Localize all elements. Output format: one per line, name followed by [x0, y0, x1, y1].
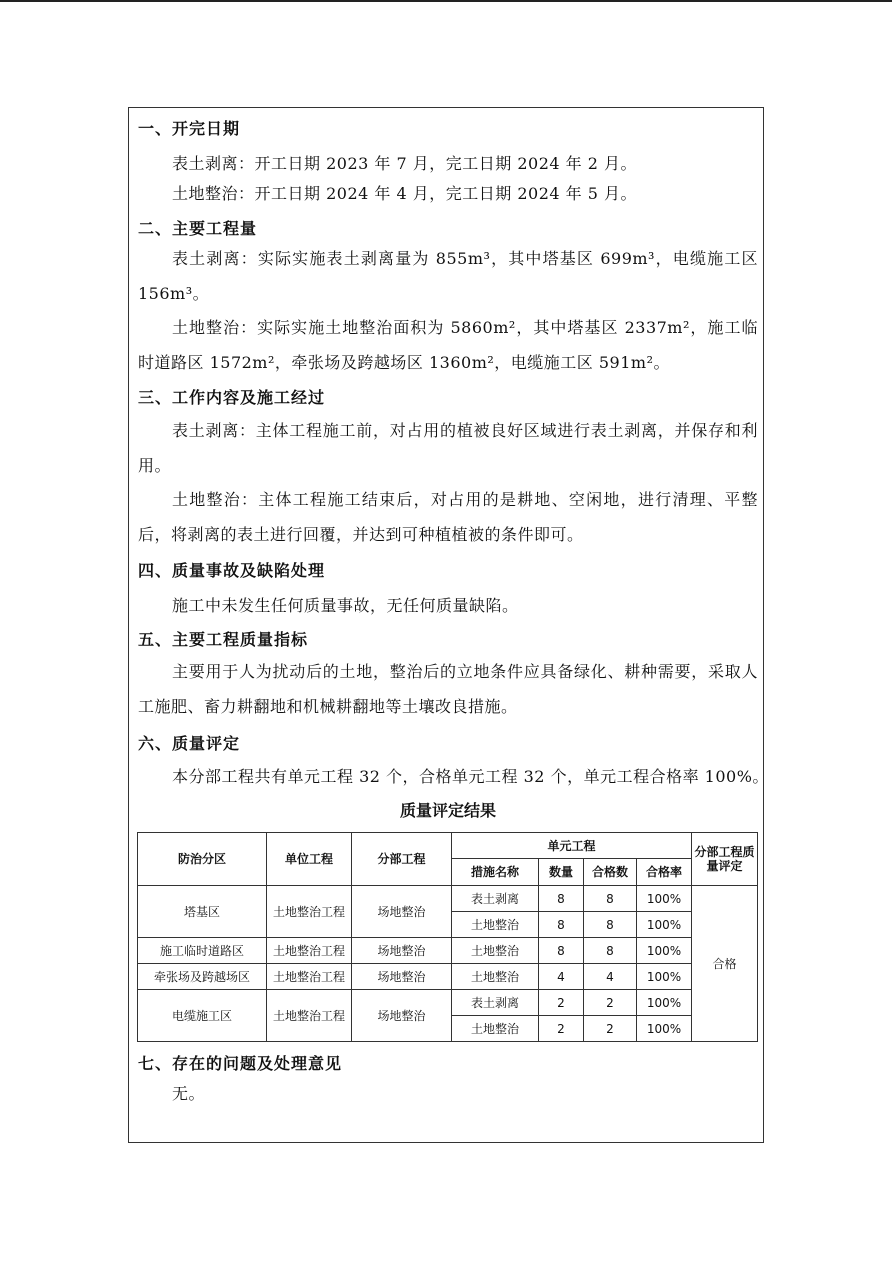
pass-cell: 8	[584, 938, 637, 964]
section-7-line-1: 无。	[172, 1084, 206, 1103]
header-zone: 防治分区	[138, 833, 267, 886]
count-cell: 8	[539, 938, 584, 964]
pass-cell: 4	[584, 964, 637, 990]
section-6-line-1: 本分部工程共有单元工程 32 个，合格单元工程 32 个，单元工程合格率 100%。	[172, 767, 769, 786]
header-measure: 措施名称	[452, 859, 539, 886]
unit-cell: 土地整治工程	[267, 990, 352, 1042]
pass-cell: 2	[584, 990, 637, 1016]
measure-cell: 土地整治	[452, 938, 539, 964]
section-3-heading: 三、工作内容及施工经过	[138, 388, 326, 407]
section-6-heading: 六、质量评定	[138, 734, 241, 753]
quality-result-table	[137, 832, 758, 1042]
section-5-heading: 五、主要工程质量指标	[138, 630, 309, 649]
rate-cell: 100%	[637, 990, 692, 1016]
section-2-body	[138, 242, 758, 380]
table-row	[138, 886, 758, 912]
section-5-para-1: 主要用于人为扰动后的土地，整治后的立地条件应具备绿化、耕种需要，采取人工施肥、畜力耕翻地和机械耕翻地等土壤改良措施。	[138, 662, 758, 716]
rate-cell: 100%	[637, 1016, 692, 1042]
section-3-para-1: 表土剥离：主体工程施工前，对占用的植被良好区域进行表土剥离，并保存和利用。	[138, 421, 758, 475]
section-2-para-1: 表土剥离：实际实施表土剥离量为 855m³，其中塔基区 699m³，电缆施工区 156m³。	[138, 249, 758, 303]
part-cell: 场地整治	[352, 938, 452, 964]
evaluation-cell: 合格	[692, 886, 758, 1042]
unit-cell: 土地整治工程	[267, 886, 352, 938]
zone-cell: 施工临时道路区	[138, 938, 267, 964]
table-row	[138, 990, 758, 1016]
section-4-heading: 四、质量事故及缺陷处理	[138, 561, 326, 580]
count-cell: 2	[539, 1016, 584, 1042]
measure-cell: 土地整治	[452, 912, 539, 938]
zone-cell: 牵张场及跨越场区	[138, 964, 267, 990]
section-3-para-2: 土地整治：主体工程施工结束后，对占用的是耕地、空闲地，进行清理、平整后，将剥离的表土进行回覆，并达到可种植植被的条件即可。	[138, 490, 758, 544]
zone-cell: 电缆施工区	[138, 990, 267, 1042]
rate-cell: 100%	[637, 912, 692, 938]
part-cell: 场地整治	[352, 990, 452, 1042]
section-2-heading: 二、主要工程量	[138, 219, 258, 238]
count-cell: 8	[539, 886, 584, 912]
section-2-para-2: 土地整治：实际实施土地整治面积为 5860m²，其中塔基区 2337m²，施工临时道路区 1572m²，牵张场及跨越场区 1360m²，电缆施工区 591m²。	[138, 318, 758, 372]
measure-cell: 表土剥离	[452, 990, 539, 1016]
table-row	[138, 964, 758, 990]
header-unit-works-group: 单元工程	[452, 833, 692, 859]
table-caption: 质量评定结果	[399, 801, 496, 820]
measure-cell: 土地整治	[452, 964, 539, 990]
rate-cell: 100%	[637, 964, 692, 990]
part-cell: 场地整治	[352, 886, 452, 938]
zone-cell: 塔基区	[138, 886, 267, 938]
section-7-heading: 七、存在的问题及处理意见	[138, 1054, 343, 1073]
rate-cell: 100%	[637, 886, 692, 912]
header-part: 分部工程	[352, 833, 452, 886]
header-rate: 合格率	[637, 859, 692, 886]
unit-cell: 土地整治工程	[267, 938, 352, 964]
unit-cell: 土地整治工程	[267, 964, 352, 990]
header-evaluation: 分部工程质量评定	[692, 833, 758, 886]
count-cell: 2	[539, 990, 584, 1016]
section-5-body	[138, 655, 758, 724]
count-cell: 8	[539, 912, 584, 938]
rate-cell: 100%	[637, 938, 692, 964]
top-border-line	[0, 0, 892, 2]
pass-cell: 8	[584, 912, 637, 938]
header-count: 数量	[539, 859, 584, 886]
pass-cell: 2	[584, 1016, 637, 1042]
header-pass: 合格数	[584, 859, 637, 886]
measure-cell: 土地整治	[452, 1016, 539, 1042]
section-4-line-1: 施工中未发生任何质量事故，无任何质量缺陷。	[172, 596, 519, 615]
section-1-heading: 一、开完日期	[138, 119, 241, 138]
part-cell: 场地整治	[352, 964, 452, 990]
table-row	[138, 938, 758, 964]
section-3-body	[138, 414, 758, 552]
pass-cell: 8	[584, 886, 637, 912]
count-cell: 4	[539, 964, 584, 990]
section-1-line-2: 土地整治：开工日期 2024 年 4 月，完工日期 2024 年 5 月。	[172, 184, 637, 203]
header-unit: 单位工程	[267, 833, 352, 886]
section-1-line-1: 表土剥离：开工日期 2023 年 7 月，完工日期 2024 年 2 月。	[172, 154, 637, 173]
measure-cell: 表土剥离	[452, 886, 539, 912]
